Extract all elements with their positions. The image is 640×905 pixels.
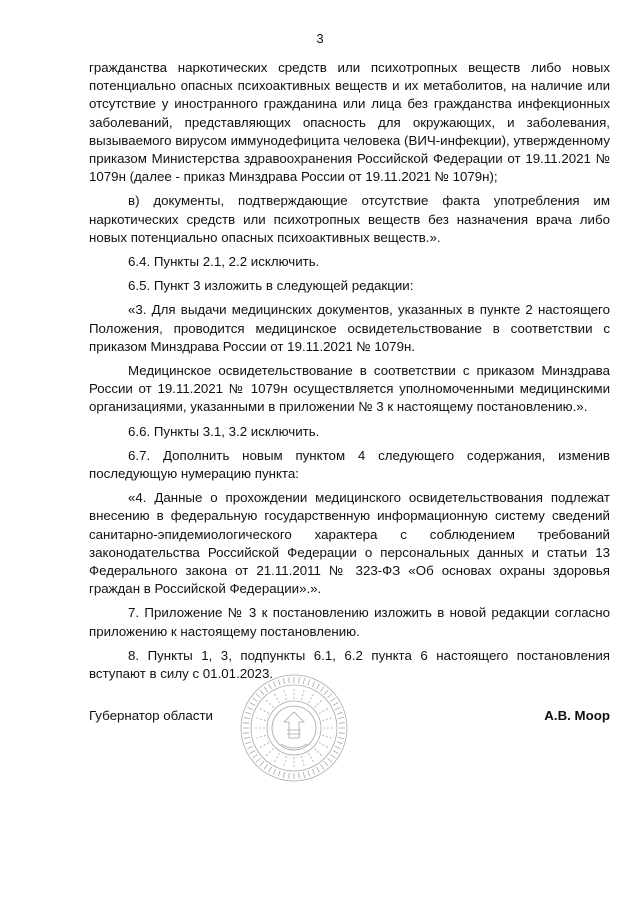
seal-lettering-mark [327, 758, 331, 762]
seal-lettering-mark [278, 680, 280, 686]
seal-lettering-mark [289, 677, 290, 683]
paragraph-7: 7. Приложение № 3 к постановлению изложить в новой редакции согласно приложению к настоящему постановлению. [89, 605, 610, 639]
seal-lettering-mark [324, 761, 328, 765]
seal-lettering-mark [330, 754, 335, 758]
seal-lettering-mark [339, 733, 345, 734]
paragraph-6-4: 6.4. Пункты 2.1, 2.2 исключить. [128, 254, 320, 270]
seal-inner-lettering-mark [283, 756, 286, 768]
seal-lettering-mark [308, 771, 310, 777]
official-seal-stamp [229, 672, 359, 784]
seal-inner-lettering-mark [322, 736, 334, 739]
seal-lettering-mark [250, 751, 255, 754]
seal-lettering-mark [264, 687, 268, 692]
seal-lettering-mark [320, 764, 324, 769]
seal-lettering-mark [299, 773, 300, 779]
seal-lettering-mark [247, 746, 252, 748]
signer-name: А.В. Моор [544, 708, 610, 723]
seal-lettering-mark [269, 684, 272, 689]
seal-lettering-mark [338, 737, 344, 738]
seal-lettering-mark [320, 687, 324, 692]
seal-lettering-mark [273, 769, 275, 774]
seal-lettering-mark [333, 751, 338, 754]
seal-lettering-mark [273, 681, 275, 686]
paragraph-8: 8. Пункты 1, 3, подпункты 6.1, 6.2 пункта 6 настоящего постановления вступают в силу с 01.01.2023. [89, 647, 610, 682]
seal-inner-lettering-mark [319, 743, 329, 749]
seal-lettering-mark [308, 680, 310, 686]
paragraph-medical-exam: Медицинское освидетельствование в соответствии с приказом Минздрава России от 19.11.2021 № 1079н осуществляется уполномоченными медицинскими организациями, указанными в приложении № 3 к настоящему постановлению.». [89, 363, 610, 415]
seal-lettering-mark [244, 737, 250, 738]
seal-inner-lettering-mark [302, 756, 305, 768]
signer-title: Губернатор области [89, 708, 213, 723]
paragraph-documents-drugs: в) документы, подтверждающие отсутствие факта употребления им наркотических средств или психотропных веществ без назначения врача либо новых потенциально опасных психоактивных веществ.». [89, 193, 610, 245]
paragraph-item-4: «4. Данные о прохождении медицинского освидетельствования подлежат внесению в федеральную государственную информационную систему сведений санитарно-эпидемиологического характера с соблюдением требований законодательства Российской Федерации о персональных данных и статьи 13 Федерального закона от 21.11.2011 № 323-ФЗ «Об основах охраны здоровья граждан в Российской Федерации».». [89, 490, 610, 597]
seal-inner-lettering-mark [309, 753, 315, 763]
page-number: 3 [316, 31, 324, 46]
seal-lettering-mark [303, 772, 304, 778]
seal-lettering-mark [253, 698, 258, 702]
seal-inner-lettering-mark [274, 753, 280, 763]
seal-lettering-mark [324, 690, 328, 694]
seal-lettering-mark [337, 742, 343, 744]
seal-lettering-mark [253, 754, 258, 758]
seal-lettering-mark [260, 761, 264, 765]
seal-inner-lettering-mark [309, 692, 315, 702]
seal-lettering-mark [260, 690, 264, 694]
seal-lettering-mark [312, 769, 314, 774]
seal-inner-lettering-mark [258, 743, 268, 749]
seal-lettering-mark [317, 684, 320, 689]
seal-lettering-mark [299, 677, 300, 683]
seal-inner-lettering-mark [274, 692, 280, 702]
paragraph-6-7: 6.7. Дополнить новым пунктом 4 следующего содержания, изменив последующую нумерацию пункта: [89, 447, 610, 482]
seal-lettering-mark [312, 681, 314, 686]
paragraph-6-5: 6.5. Пункт 3 изложить в следующей редакции: [128, 278, 414, 294]
signature-block [89, 706, 610, 726]
document-body [89, 59, 610, 689]
seal-lettering-mark [283, 772, 284, 778]
seal-lettering-mark [278, 771, 280, 777]
paragraph-citizenship-tests: гражданства наркотических средств или психотропных веществ либо новых потенциально опасных психоактивных веществ и их метаболитов, на наличие или отсутствие у иностранного гражданина или лица без гражданства инфекционных заболеваний, представляющих опасность для окружающих, и заболевания, вызываемого вирусом иммунодефицита человека (ВИЧ-инфекции), утвержденному приказом Министерства здравоохранения Российской Федерации от 19.11.2021 № 1079н (далее - приказ Минздрава России от 19.11.2021 № 1079н); [89, 60, 610, 185]
paragraph-item-3: «3. Для выдачи медицинских документов, указанных в пункте 2 настоящего Положения, проводится медицинское освидетельствование в соответствии с приказом Минздрава России от 19.11.2021 № 1079н. [89, 302, 610, 354]
seal-lettering-mark [256, 758, 260, 762]
seal-lettering-mark [289, 773, 290, 779]
seal-inner-lettering-mark [283, 688, 286, 700]
seal-lettering-mark [283, 678, 284, 684]
seal-lettering-mark [256, 694, 260, 698]
seal-inner-lettering-mark [254, 736, 266, 739]
paragraph-6-6: 6.6. Пункты 3.1, 3.2 исключить. [128, 423, 320, 439]
seal-lettering-mark [317, 767, 320, 772]
seal-lettering-mark [335, 746, 340, 748]
seal-inner-lettering-mark [265, 749, 273, 757]
seal-inner-lettering-mark [315, 749, 323, 757]
seal-lettering-mark [327, 694, 331, 698]
seal-lettering-mark [246, 742, 252, 744]
seal-lettering-mark [303, 678, 304, 684]
seal-lettering-mark [243, 733, 249, 734]
seal-inner-lettering-mark [302, 688, 305, 700]
seal-lettering-mark [269, 767, 272, 772]
seal-lettering-mark [330, 698, 335, 702]
seal-lettering-mark [264, 764, 268, 769]
